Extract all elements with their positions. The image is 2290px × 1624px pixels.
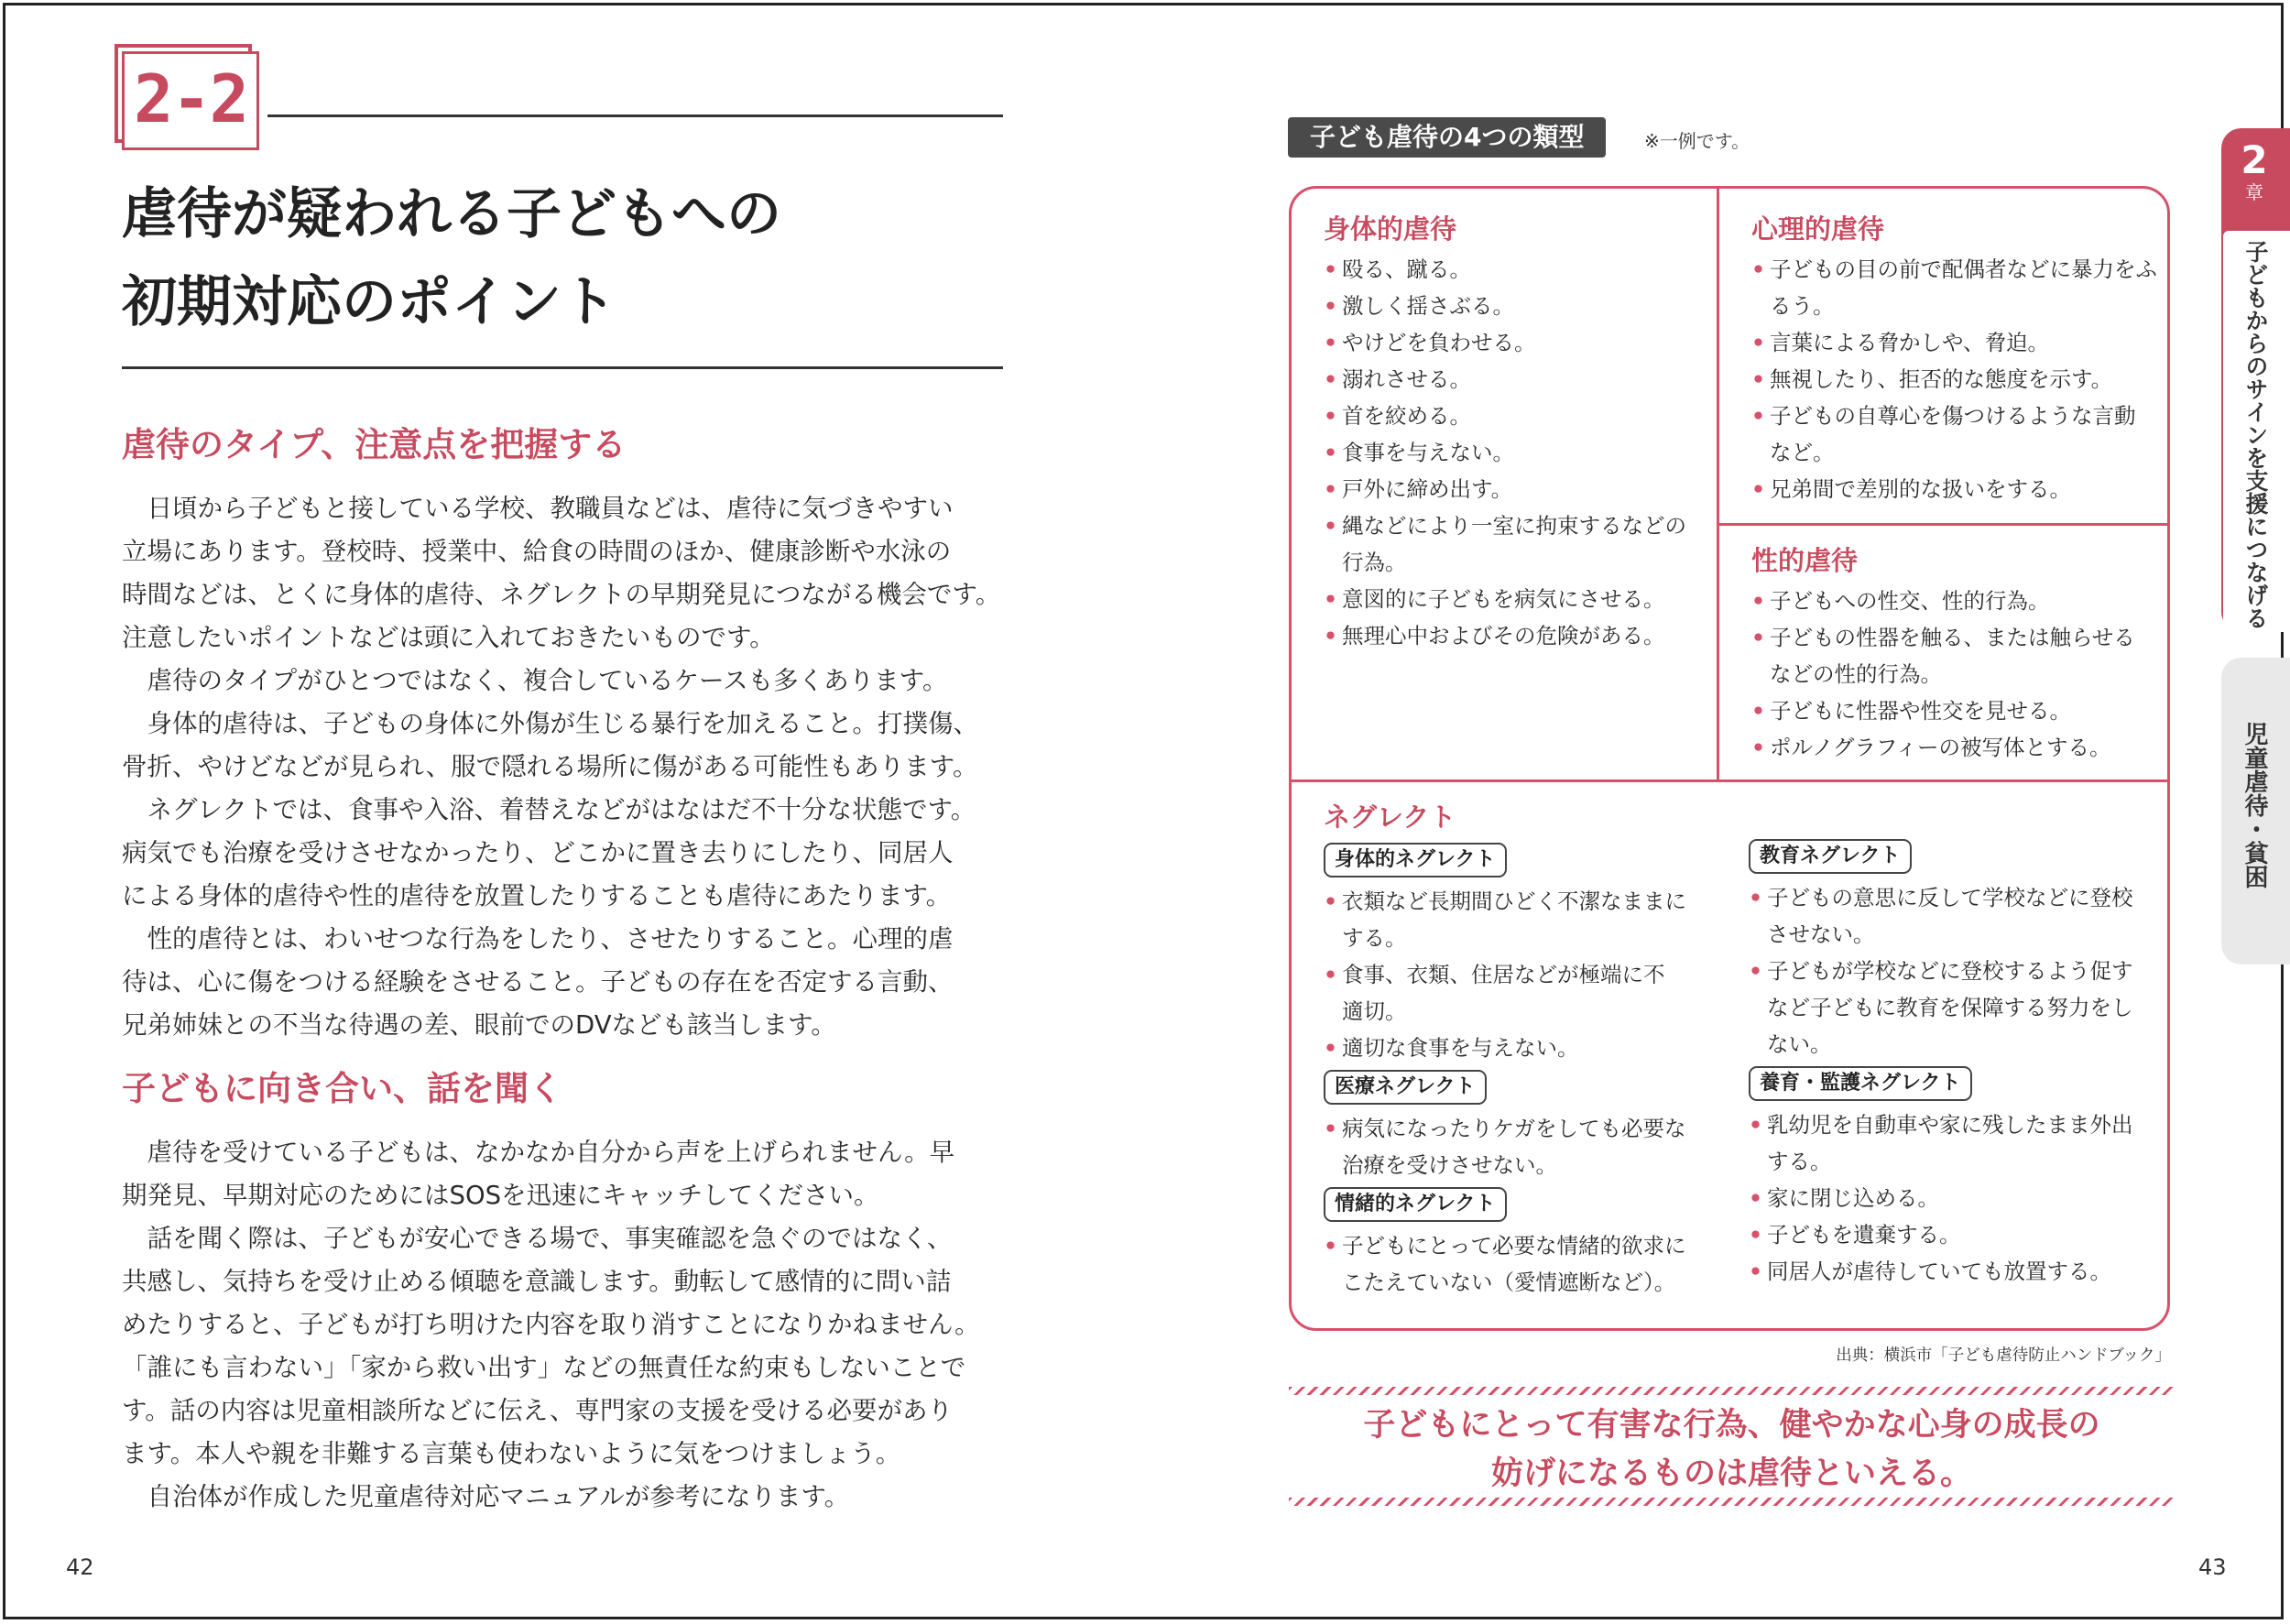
chapter-number: 2 bbox=[2241, 137, 2268, 182]
list-item: • 子どもが学校などに登校するよう促す bbox=[1749, 953, 2133, 989]
cell-sexual-abuse bbox=[1751, 539, 2135, 766]
body-line: 身体的虐待は、子どもの身体に外傷が生じる暴行を加えること。打撲傷、 bbox=[122, 709, 978, 738]
list-item: • 兄弟間で差別的な扱いをする。 bbox=[1751, 471, 2157, 507]
physical-neglect-list bbox=[1324, 883, 1686, 1066]
cell-psychological-abuse bbox=[1751, 207, 2157, 507]
list-item: • ポルノグラフィーの被写体とする。 bbox=[1751, 729, 2135, 766]
page-title-line: 初期対応のポイント bbox=[122, 270, 616, 334]
body-line: 虐待を受けている子どもは、なかなか自分から声を上げられません。早 bbox=[122, 1138, 955, 1167]
list-item: • 病気になったりケガをしても必要な bbox=[1324, 1110, 1686, 1147]
box-divider-neglect bbox=[1292, 779, 2168, 782]
list-item: する。 bbox=[1342, 925, 1407, 951]
chapter-tab[interactable] bbox=[2221, 128, 2290, 632]
list-item: 治療を受けさせない。 bbox=[1342, 1152, 1557, 1178]
list-item: • 無視したり、拒否的な態度を示す。 bbox=[1751, 361, 2157, 398]
list-item: • 同居人が虐待していても放置する。 bbox=[1749, 1253, 2133, 1290]
page-number-right: 43 bbox=[2198, 1554, 2227, 1580]
page-number-left: 42 bbox=[66, 1554, 94, 1580]
list-item: • 家に閉じ込める。 bbox=[1749, 1180, 2133, 1216]
list-item: • 戸外に締め出す。 bbox=[1324, 471, 1686, 507]
body-line: 待は、心に傷をつける経験をさせること。子どもの存在を否定する言動、 bbox=[122, 967, 954, 997]
box-divider-vertical bbox=[1717, 188, 1719, 781]
body-line: 「誰にも言わない」「家から救い出す」などの無責任な約束もしないことで bbox=[122, 1353, 966, 1382]
topic-title: 児童虐待・貧困 bbox=[2241, 722, 2268, 888]
body-line: による身体的虐待や性的虐待を放置したりすることも虐待にあたります。 bbox=[122, 881, 952, 910]
body-line: ます。本人や親を非難する言葉も使わないように気をつけましょう。 bbox=[122, 1439, 901, 1468]
physical-neglect-badge: 身体的ネグレクト bbox=[1324, 843, 1507, 877]
list-item: • 子どもを遺棄する。 bbox=[1749, 1216, 2133, 1253]
list-item: • 子どもにとって必要な情緒的欲求に bbox=[1324, 1227, 1686, 1264]
emotional-neglect-badge: 情緒的ネグレクト bbox=[1324, 1187, 1507, 1222]
care-neglect-badge: 養育・監護ネグレクト bbox=[1749, 1066, 1972, 1101]
list-item: などの性的行為。 bbox=[1770, 661, 1942, 687]
body-line: 骨折、やけどなどが見られ、服で隠れる場所に傷がある可能性もあります。 bbox=[122, 752, 978, 781]
neglect-title: ネグレクト bbox=[1324, 801, 1456, 833]
body-line: 病気でも治療を受けさせなかったり、どこかに置き去りにしたり、同居人 bbox=[122, 838, 954, 867]
list-item: • 言葉による脅かしや、脅迫。 bbox=[1751, 324, 2157, 361]
list-item: する。 bbox=[1767, 1149, 1832, 1174]
list-item: など。 bbox=[1770, 440, 1835, 465]
psychological-abuse-list bbox=[1751, 251, 2157, 507]
list-item: • 子どもの自尊心を傷つけるような言動 bbox=[1751, 398, 2157, 434]
list-item: • 子どもの意思に反して学校などに登校 bbox=[1749, 879, 2133, 916]
list-item: • 無理心中およびその危険がある。 bbox=[1324, 617, 1686, 654]
hatch-divider-top bbox=[1289, 1387, 2175, 1395]
list-item: • 食事を与えない。 bbox=[1324, 434, 1686, 471]
body-line: 立場にあります。登校時、授業中、給食の時間のほか、健康診断や水泳の bbox=[122, 537, 952, 566]
body-line: 性的虐待とは、わいせつな行為をしたり、させたりすること。心理的虐 bbox=[122, 924, 954, 954]
title-rule-top bbox=[267, 114, 1003, 117]
list-item: こたえていない（愛情遮断など）。 bbox=[1342, 1270, 1676, 1295]
list-item: • 食事、衣類、住居などが極端に不 bbox=[1324, 956, 1686, 993]
physical-abuse-title: 身体的虐待 bbox=[1324, 213, 1457, 245]
list-item: • 子どもの性器を触る、または触らせる bbox=[1751, 619, 2135, 656]
section-number: 2-2 bbox=[133, 60, 248, 137]
list-item: • 殴る、蹴る。 bbox=[1324, 251, 1686, 288]
topic-tab[interactable] bbox=[2221, 658, 2290, 965]
body-line: 兄弟姉妹との不当な待遇の差、眼前でのDVなども該当します。 bbox=[122, 1010, 836, 1040]
list-item: • 適切な食事を与えない。 bbox=[1324, 1030, 1686, 1066]
body-line: 期発見、早期対応のためにはSOSを迅速にキャッチしてください。 bbox=[122, 1181, 879, 1210]
hatch-divider-bottom bbox=[1289, 1498, 2175, 1506]
page-title-line: 虐待が疑われる子どもへの bbox=[122, 182, 781, 246]
education-neglect-badge: 教育ネグレクト bbox=[1749, 839, 1912, 874]
chart-label: 子ども虐待の4つの類型 bbox=[1288, 117, 1606, 158]
cell-physical-abuse bbox=[1324, 207, 1686, 654]
body-line: ネグレクトでは、食事や入浴、着替えなどがはなはだ不十分な状態です。 bbox=[122, 795, 976, 824]
body-line: 虐待のタイプがひとつではなく、複合しているケースも多くあります。 bbox=[122, 666, 948, 695]
left-column bbox=[122, 410, 1020, 1519]
body-line: 注意したいポイントなどは頭に入れておきたいものです。 bbox=[122, 623, 775, 652]
list-item: 適切。 bbox=[1342, 998, 1407, 1024]
list-item: • 子どもへの性交、性的行為。 bbox=[1751, 583, 2135, 619]
list-item: など子どもに教育を保障する努力をし bbox=[1767, 995, 2133, 1020]
list-item: • 意図的に子どもを病気にさせる。 bbox=[1324, 581, 1686, 617]
page-title bbox=[122, 170, 1001, 346]
title-rule-bottom bbox=[122, 366, 1003, 369]
body-line: 時間などは、とくに身体的虐待、ネグレクトの早期発見につながる機会です。 bbox=[122, 580, 1001, 609]
conclusion-statement bbox=[1289, 1401, 2175, 1499]
body-line: す。話の内容は児童相談所などに伝え、専門家の支援を受ける必要があり bbox=[122, 1396, 953, 1425]
sexual-abuse-list bbox=[1751, 583, 2135, 766]
list-item: 行為。 bbox=[1342, 550, 1407, 575]
body-line: めたりすると、子どもが打ち明けた内容を取り消すことになりかねません。 bbox=[122, 1310, 980, 1339]
list-item: • 衣類など長期間ひどく不潔なままに bbox=[1324, 883, 1686, 920]
body-line: 自治体が作成した児童虐待対応マニュアルが参考になります。 bbox=[122, 1482, 850, 1511]
care-neglect-list bbox=[1749, 1106, 2133, 1290]
conclusion-line: 妨げになるものは虐待といえる。 bbox=[1490, 1455, 1972, 1492]
physical-abuse-list bbox=[1324, 251, 1686, 654]
cell-neglect-right bbox=[1749, 835, 2133, 1290]
list-item: • 乳幼児を自動車や家に残したまま外出 bbox=[1749, 1106, 2133, 1143]
chapter-title: 子どもからのサインを支援につなげる bbox=[2242, 240, 2269, 629]
box-divider-psych-sexual bbox=[1718, 523, 2168, 526]
source-citation: 出典：横浜市「子ども虐待防止ハンドブック」 bbox=[1836, 1346, 2171, 1365]
body-line: 共感し、気持ちを受け止める傾聴を意識します。動転して感情的に問い詰 bbox=[122, 1267, 952, 1296]
list-item: ない。 bbox=[1767, 1031, 1832, 1057]
conclusion-line: 子どもにとって有害な行為、健やかな心身の成長の bbox=[1363, 1407, 2100, 1444]
medical-neglect-list bbox=[1324, 1110, 1686, 1183]
list-item: • やけどを負わせる。 bbox=[1324, 324, 1686, 361]
body-line: 日頃から子どもと接している学校、教職員などは、虐待に気づきやすい bbox=[122, 494, 954, 523]
sexual-abuse-title: 性的虐待 bbox=[1751, 545, 1859, 576]
list-item: • 激しく揺さぶる。 bbox=[1324, 288, 1686, 324]
heading-abuse-types: 虐待のタイプ、注意点を把握する bbox=[122, 425, 627, 464]
list-item: るう。 bbox=[1770, 293, 1835, 319]
body-line: 話を聞く際は、子どもが安心できる場で、事実確認を急ぐのではなく、 bbox=[122, 1224, 953, 1253]
section-number-badge bbox=[114, 44, 259, 149]
list-item: • 子どもに性器や性交を見せる。 bbox=[1751, 692, 2135, 729]
cell-neglect-left bbox=[1324, 795, 1686, 1301]
emotional-neglect-list bbox=[1324, 1227, 1686, 1301]
chart-note: ※一例です。 bbox=[1644, 130, 1750, 152]
chapter-word: 章 bbox=[2245, 181, 2263, 203]
list-item: • 縄などにより一室に拘束するなどの bbox=[1324, 507, 1686, 544]
list-item: • 溺れさせる。 bbox=[1324, 361, 1686, 398]
list-item: させない。 bbox=[1767, 921, 1875, 947]
list-item: • 子どもの目の前で配偶者などに暴力をふ bbox=[1751, 251, 2157, 288]
psychological-abuse-title: 心理的虐待 bbox=[1751, 213, 1885, 245]
medical-neglect-badge: 医療ネグレクト bbox=[1324, 1070, 1487, 1105]
education-neglect-list bbox=[1749, 879, 2133, 1063]
list-item: • 首を絞める。 bbox=[1324, 398, 1686, 434]
chapter-title-panel bbox=[2223, 231, 2290, 632]
heading-listen: 子どもに向き合い、話を聞く bbox=[122, 1069, 562, 1108]
